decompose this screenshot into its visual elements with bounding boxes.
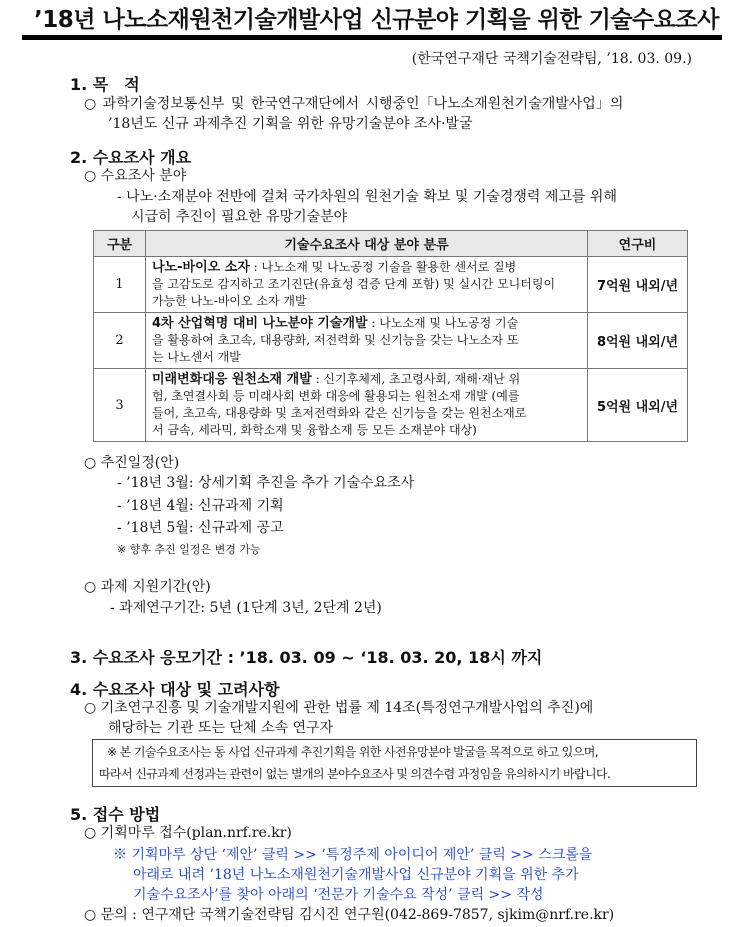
contact-line: ○ 문의 : 연구재단 국책기술전략팀 김시진 연구원(042-869-7857, sjkim@nrf.re.kr) — [84, 907, 615, 923]
row-funding: 5억원 내외/년 — [588, 369, 688, 442]
section-1-line-1: ○ 과학기술정보통신부 및 한국연구재단에서 시행중인「나노소재원천기술개발사업」의 — [84, 96, 624, 112]
row-desc-line: 험, 초연결사회 등 미래사회 변화 대응에 활용되는 원천소재 개발 (예를 — [152, 389, 520, 403]
document-subtitle: (한국연구재단 국책기술전략팀, ’18. 03. 09.) — [411, 51, 692, 67]
section-4-notice-box — [92, 739, 697, 787]
row-field-name: 4차 산업혁명 대비 나노분야 기술개발 — [152, 316, 368, 331]
row-desc-line: : 신기후체제, 초고령사회, 재해·재난 위 — [311, 372, 521, 386]
row-desc-line: 가능한 나노-바이오 소자 개발 — [152, 294, 307, 308]
row-desc-line: 서 금속, 세라믹, 화학소재 및 융합소재 등 모든 소재분야 대상) — [152, 423, 477, 437]
field-category-table — [93, 230, 688, 442]
schedule-item: - ’18년 3월: 상세기획 추진을 추가 기술수요조사 — [117, 475, 415, 491]
notice-line-2: 따라서 신규과제 선정과는 관련이 없는 별개의 분야수요조사 및 의견수렴 과정임을 유의하시기 바랍니다. — [99, 767, 611, 781]
survey-field-line-1: - 나노·소재분야 전반에 걸쳐 국가차원의 원천기술 확보 및 기술경쟁력 제고를 위해 — [117, 189, 617, 205]
row-desc-line: : 나노소재 및 나노공정 기술을 활용한 센서로 질병 — [249, 260, 517, 274]
submission-note-line-1: ※ 기획마루 상단 ‘제안’ 클릭 >> ‘특정주제 아이디어 제안’ 클릭 >> 스크롤을 — [113, 847, 593, 863]
row-desc-line: 을 고감도로 감지하고 조기진단(유효성 검증 단계 포함) 및 실시간 모니터링이 — [152, 277, 556, 291]
notice-line-1: ※ 본 기술수요조사는 동 사업 신규과제 추진기획을 위한 사전유망분야 발굴을 목적으로 하고 있으며, — [107, 745, 598, 759]
row-index: 2 — [94, 313, 146, 369]
section-2-heading: 2. 수요조사 개요 — [70, 148, 192, 167]
submission-method-line: ○ 기획마루 접수(plan.nrf.re.kr) — [84, 825, 292, 841]
support-period-title: ○ 과제 지원기간(안) — [84, 579, 211, 595]
schedule-item: - ’18년 5월: 신규과제 공고 — [117, 520, 284, 536]
survey-field-line-2: 시급히 추진이 필요한 유망기술분야 — [131, 209, 348, 225]
row-description — [146, 257, 588, 313]
schedule-item: - ’18년 4월: 신규과제 기획 — [117, 498, 284, 514]
table-header-funding: 연구비 — [588, 231, 688, 257]
submission-note-line-2: 아래로 내려 ’18년 나노소재원천기술개발사업 신규분야 기획을 위한 추가 — [133, 867, 579, 883]
section-3-heading: 3. 수요조사 응모기간 : ’18. 03. 09 ~ ‘18. 03. 20, 18시 까지 — [70, 648, 543, 667]
section-4-heading: 4. 수요조사 대상 및 고려사항 — [70, 680, 280, 699]
row-description — [146, 313, 588, 369]
section-4-line-2: 해당하는 기관 또는 단체 소속 연구자 — [108, 720, 334, 736]
table-row — [94, 257, 688, 313]
section-1-heading: 1. 목 적 — [70, 75, 140, 94]
row-description — [146, 369, 588, 442]
table-header-field: 기술수요조사 대상 분야 분류 — [146, 231, 588, 257]
table-header-row — [94, 231, 688, 257]
support-period-line: - 과제연구기간: 5년 (1단계 3년, 2단계 2년) — [110, 600, 382, 616]
section-4-line-1: ○ 기초연구진흥 및 기술개발지원에 관한 법률 제 14조(특정연구개발사업의 추진)에 — [84, 700, 594, 716]
row-desc-line: 는 나노센서 개발 — [152, 350, 241, 364]
row-funding: 8억원 내외/년 — [588, 313, 688, 369]
section-5-heading: 5. 접수 방법 — [70, 805, 161, 824]
submission-note-line-3: 기술수요조사’를 찾아 아래의 ‘전문가 기술수요 작성’ 클릭 >> 작성 — [133, 887, 544, 903]
schedule-title: ○ 추진일정(안) — [84, 455, 180, 471]
row-field-name: 미래변화대응 원천소재 개발 — [152, 372, 312, 387]
table-row — [94, 369, 688, 442]
row-desc-line: : 나노소재 및 나노공정 기술 — [367, 316, 519, 330]
row-funding: 7억원 내외/년 — [588, 257, 688, 313]
row-desc-line: 들어, 초고속, 대용량화 및 초저전력화와 같은 신기능을 갖는 원천소재로 — [152, 406, 527, 420]
survey-field-title: ○ 수요조사 분야 — [84, 168, 187, 184]
schedule-note: ※ 향후 추진 일정은 변경 가능 — [117, 543, 261, 556]
row-field-name: 나노-바이오 소자 — [152, 260, 250, 275]
row-index: 1 — [94, 257, 146, 313]
table-header-index: 구분 — [94, 231, 146, 257]
row-index: 3 — [94, 369, 146, 442]
section-1-line-2: ’18년도 신규 과제추진 기획을 위한 유망기술분야 조사·발굴 — [108, 116, 473, 132]
table-row — [94, 313, 688, 369]
document-title: ’18년 나노소재원천기술개발사업 신규분야 기획을 위한 기술수요조사 — [22, 6, 722, 40]
row-desc-line: 을 활용하여 초고속, 대용량화, 저전력화 및 신기능을 갖는 나노소자 또 — [152, 333, 519, 347]
